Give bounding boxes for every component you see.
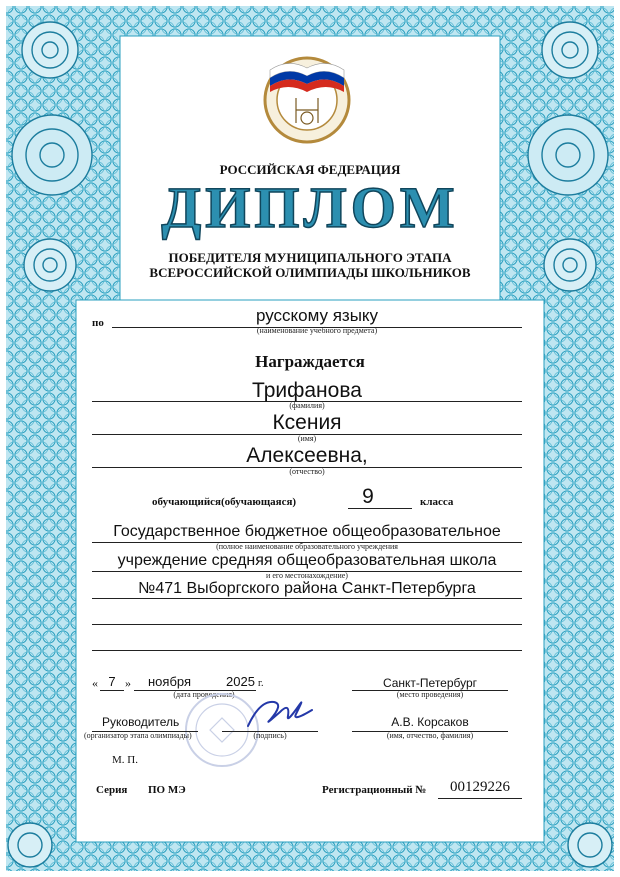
signature-role: Руководитель (102, 715, 180, 729)
date-caption: (дата проведения) (173, 690, 235, 699)
country-heading: РОССИЙСКАЯ ФЕДЕРАЦИЯ (219, 162, 401, 177)
date-close-quote: » (125, 676, 131, 690)
olympiad-emblem-icon (258, 48, 356, 146)
name-caption: (имя) (297, 434, 317, 443)
school-caption-2: и его местонахождение) (266, 571, 348, 580)
school-line-3: №471 Выборгского района Санкт-Петербурга (138, 580, 476, 597)
place-value: Санкт-Петербург (382, 676, 478, 690)
subject-caption: (наименование учебного предмета) (256, 326, 378, 335)
school-underline-5 (92, 650, 522, 651)
grade-value: 9 (362, 485, 374, 508)
date-year: 2025 (226, 674, 255, 689)
grade-suffix: класса (420, 496, 454, 508)
school-line-2: учреждение средняя общеобразовательная школа (117, 552, 497, 569)
stamp-place: М. П. (112, 754, 138, 766)
patronymic-value: Алексеевна, (246, 444, 368, 467)
date-day: 7 (108, 674, 116, 689)
subtitle-line-1: ПОБЕДИТЕЛЯ МУНИЦИПАЛЬНОГО ЭТАПА (168, 250, 452, 265)
reg-value: 00129226 (450, 779, 510, 795)
signature-caption: (подпись) (253, 731, 287, 740)
grade-prefix: обучающийся(обучающаяся) (152, 496, 297, 508)
date-open-quote: « (92, 676, 98, 690)
signer-caption: (имя, отчество, фамилия) (386, 731, 474, 740)
subject-value: русскому языку (255, 306, 379, 325)
diploma-title: ДИПЛОМ (161, 175, 459, 240)
surname-value: Трифанова (252, 379, 362, 402)
school-underline-3 (92, 598, 522, 599)
surname-caption: (фамилия) (289, 401, 325, 410)
series-label: Серия (96, 784, 128, 796)
subject-prefix: по (92, 317, 104, 329)
series-value: ПО МЭ (148, 784, 186, 796)
reg-underline (438, 798, 522, 799)
date-year-suffix: г. (258, 678, 264, 689)
school-caption-1: (полное наименование образовательного учреждения (216, 542, 398, 551)
handwritten-signature-icon (240, 690, 320, 734)
reg-label: Регистрационный № (322, 784, 427, 796)
subtitle-line-2: ВСЕРОССИЙСКОЙ ОЛИМПИАДЫ ШКОЛЬНИКОВ (149, 265, 471, 280)
school-line-1: Государственное бюджетное общеобразовательное (113, 523, 501, 540)
name-value: Ксения (272, 411, 342, 434)
day-underline (100, 690, 124, 691)
award-heading: Награждается (255, 352, 365, 371)
school-underline-4 (92, 624, 522, 625)
patronymic-caption: (отчество) (289, 467, 325, 476)
place-caption: (место проведения) (396, 690, 464, 699)
signature-role-caption: (организатор этапа олимпиады) (84, 731, 192, 740)
date-month: ноября (148, 674, 192, 689)
signer-name: А.В. Корсаков (391, 715, 469, 729)
